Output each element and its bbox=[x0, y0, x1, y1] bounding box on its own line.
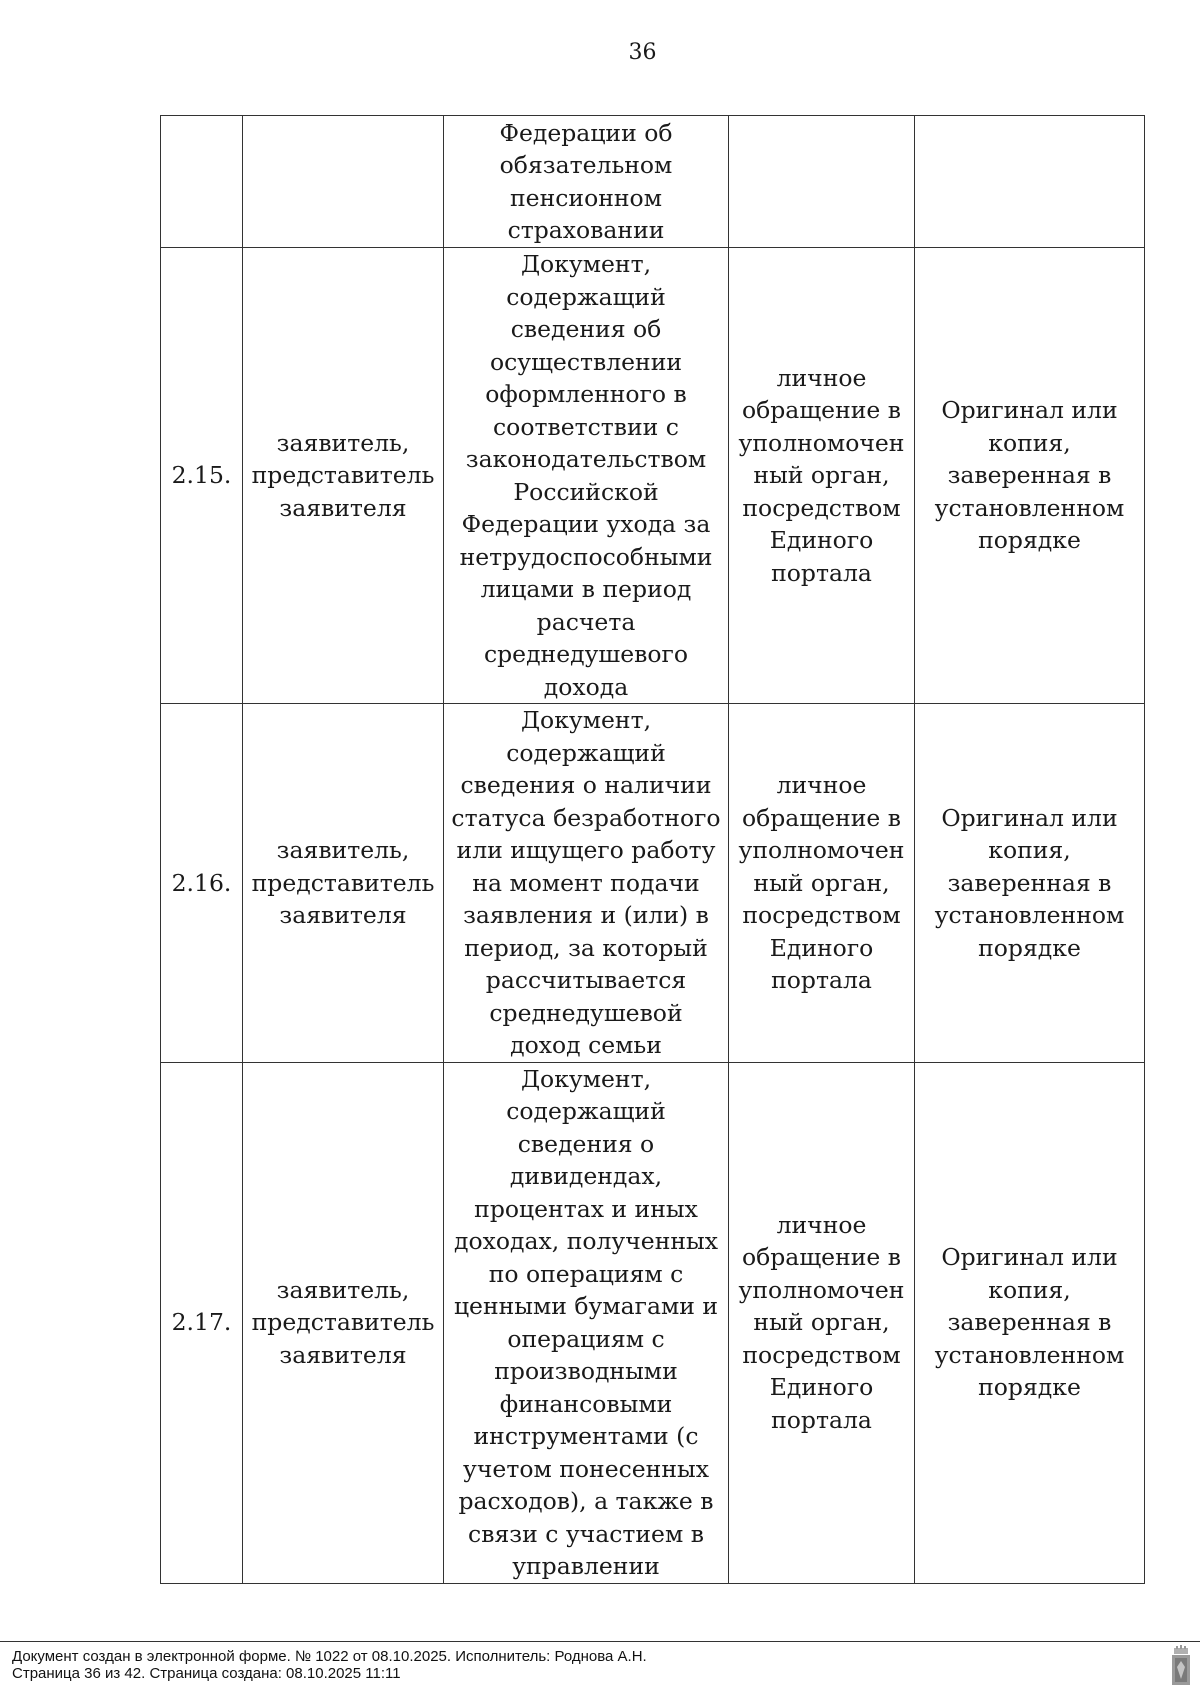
applicant-cell: заявитель, представитель заявителя bbox=[243, 1062, 444, 1583]
row-number-cell: 2.16. bbox=[161, 704, 243, 1063]
document-cell: Документ, содержащий сведения об осуществлении оформленного в соответствии с законодательством Российской Федерации ухода за нетрудоспособными лицами в период расчета среднедушевого дохода bbox=[444, 248, 729, 704]
footer-page-info: Страница 36 из 42. Страница создана: 08.10.2025 11:11 bbox=[12, 1665, 401, 1682]
applicant-cell: заявитель, представитель заявителя bbox=[243, 248, 444, 704]
table-row bbox=[161, 704, 1145, 1063]
document-form-cell: Оригинал или копия, заверенная в установленном порядке bbox=[915, 1062, 1145, 1583]
document-form-cell: Оригинал или копия, заверенная в установленном порядке bbox=[915, 248, 1145, 704]
document-cell: Документ, содержащий сведения о дивидендах, процентах и иных доходах, полученных по операциям с ценными бумагами и операциям с производными финансовыми инструментами (с учетом понесенных расходов), а также в связи с участием в управлении bbox=[444, 1062, 729, 1583]
documents-table bbox=[160, 115, 1145, 1584]
page-number: 36 bbox=[628, 40, 657, 65]
footer bbox=[12, 1648, 647, 1682]
footer-divider bbox=[0, 1641, 1200, 1642]
applicant-cell: заявитель, представитель заявителя bbox=[243, 704, 444, 1063]
submission-method-cell: личное обращение в уполномочен ный орган, посредством Единого портала bbox=[729, 248, 915, 704]
footer-document-info: Документ создан в электронной форме. № 1022 от 08.10.2025. Исполнитель: Роднова А.Н. bbox=[12, 1648, 647, 1665]
submission-method-cell: личное обращение в уполномочен ный орган, посредством Единого портала bbox=[729, 704, 915, 1063]
document-cell: Документ, содержащий сведения о наличии статуса безработного или ищущего работу на момент подачи заявления и (или) в период, за который рассчитывается среднедушевой доход семьи bbox=[444, 704, 729, 1063]
coat-of-arms-icon bbox=[1168, 1645, 1194, 1689]
document-form-cell: Оригинал или копия, заверенная в установленном порядке bbox=[915, 704, 1145, 1063]
submission-method-cell: личное обращение в уполномочен ный орган, посредством Единого портала bbox=[729, 1062, 915, 1583]
table-row bbox=[161, 1062, 1145, 1583]
table-row bbox=[161, 116, 1145, 248]
row-number-cell: 2.17. bbox=[161, 1062, 243, 1583]
applicant-cell bbox=[243, 116, 444, 248]
row-number-cell bbox=[161, 116, 243, 248]
table-row bbox=[161, 248, 1145, 704]
document-form-cell bbox=[915, 116, 1145, 248]
document-cell: Федерации об обязательном пенсионном страховании bbox=[444, 116, 729, 248]
submission-method-cell bbox=[729, 116, 915, 248]
row-number-cell: 2.15. bbox=[161, 248, 243, 704]
